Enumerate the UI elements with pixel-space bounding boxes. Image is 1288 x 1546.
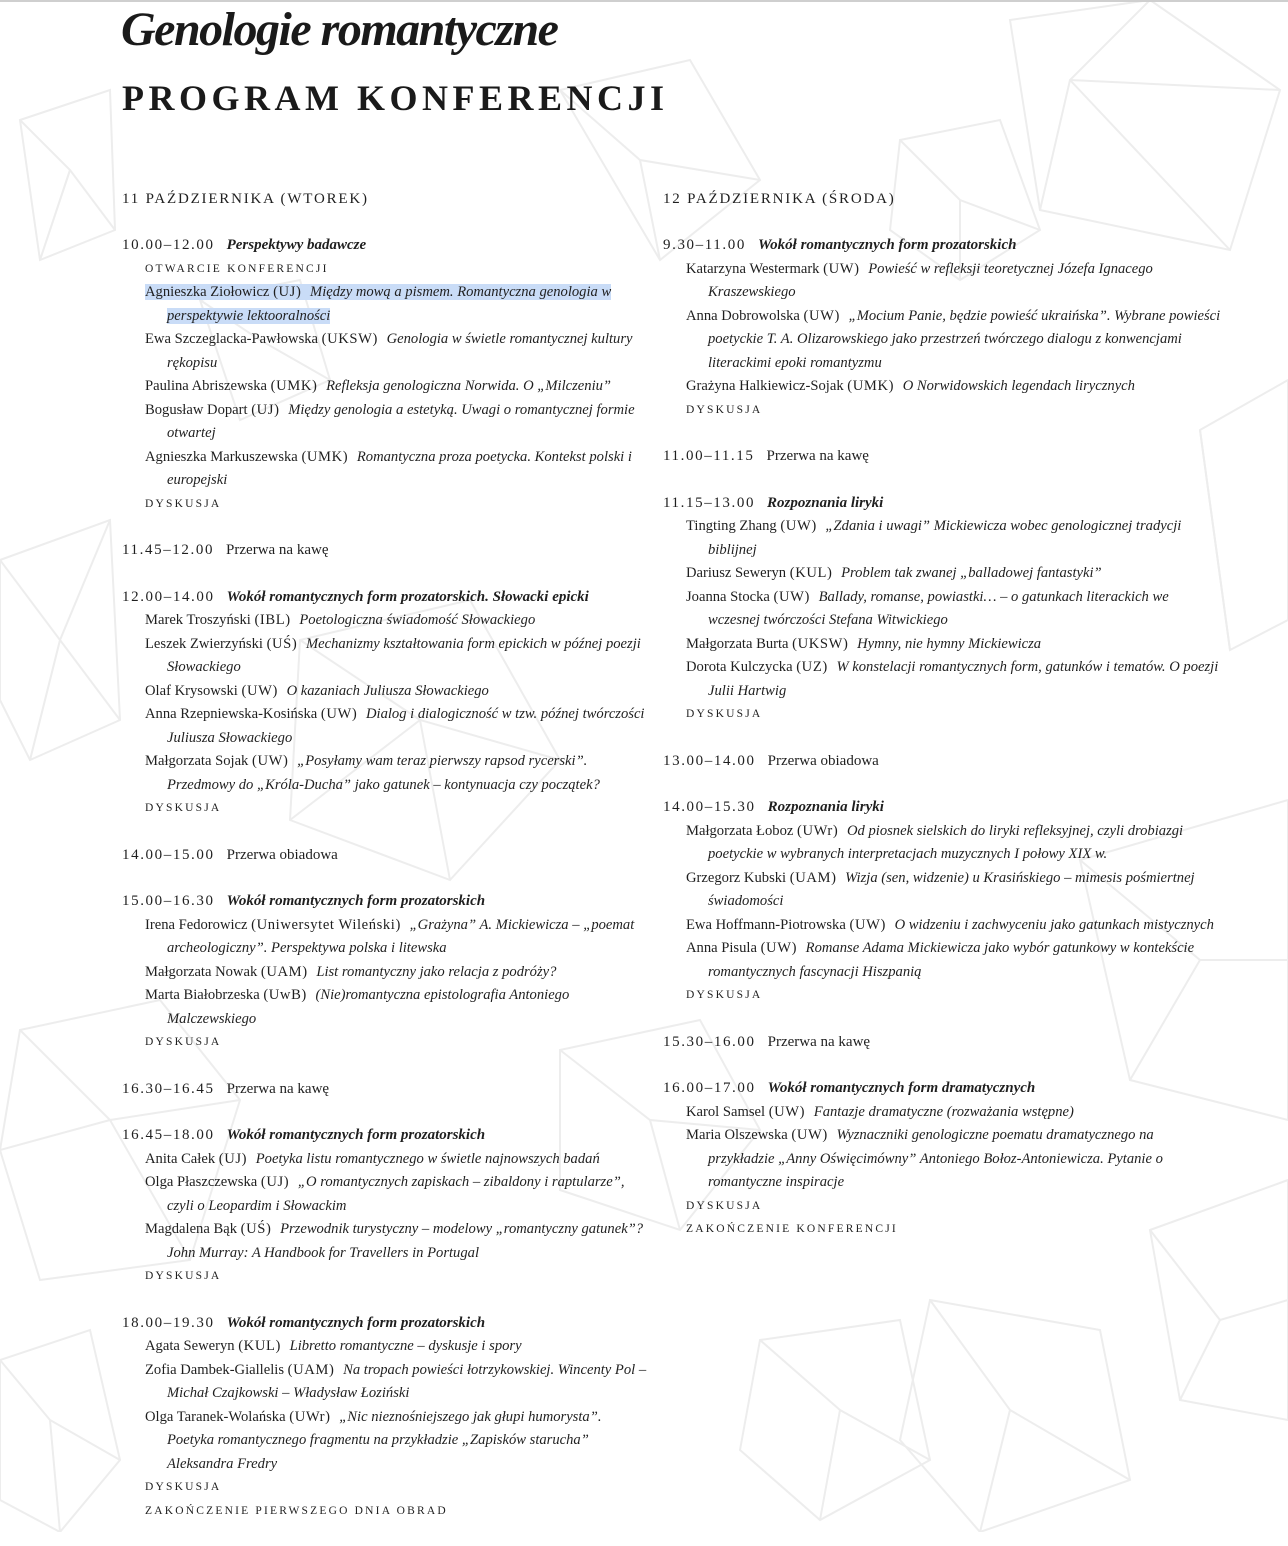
talk-line xyxy=(145,1174,624,1214)
talk-line xyxy=(145,636,641,676)
talk-line xyxy=(686,589,1169,629)
speaker-affiliation: (UW) xyxy=(773,588,810,605)
session-header xyxy=(663,1077,1223,1101)
talk-title: Dialog i dialogiczność w tzw. późnej twórczości Juliusza Słowackiego xyxy=(167,706,645,746)
talk-entry xyxy=(686,633,1223,657)
talk-title: „Mocium Panie, będzie powieść ukraińska”. Wybrane powieści poetyckie T. A. Olizarowskiego jako przestrzeń twórczego dialogu z konwencjami literackimi epoki romantyzmu xyxy=(708,307,1221,371)
speaker-name: Katarzyna Westermark xyxy=(686,260,824,277)
session-title: Wokół romantycznych form prozatorskich xyxy=(226,1314,486,1331)
talk-entry xyxy=(686,867,1223,914)
talk-title: Powieść w refleksji teoretycznej Józefa Ignacego Kraszewskiego xyxy=(708,260,1153,300)
page-subtitle: PROGRAM KONFERENCJI xyxy=(122,78,669,118)
talk-line xyxy=(145,917,634,957)
speaker-affiliation: (KUL) xyxy=(238,1338,281,1354)
speaker-affiliation: (UJ) xyxy=(273,284,302,300)
speaker-affiliation: (UW) xyxy=(803,307,840,324)
session-header xyxy=(663,796,1223,820)
talk-line xyxy=(686,261,1153,301)
speaker-name: Agata Seweryn xyxy=(145,1338,239,1354)
speaker-name: Dariusz Seweryn xyxy=(686,565,790,581)
speaker-affiliation: (UKSW) xyxy=(321,331,378,347)
talk-line xyxy=(686,823,1183,863)
break-label: Przerwa na kawę xyxy=(226,542,329,558)
session-title: Perspektywy badawcze xyxy=(226,237,367,253)
speaker-affiliation: (UAM) xyxy=(260,963,308,980)
speaker-name: Olaf Krysowski xyxy=(145,682,242,699)
session-time: 13.00–14.00 xyxy=(663,752,756,769)
talk-line xyxy=(145,378,611,394)
talk-title: Od piosnek sielskich do liryki refleksyjnej, czyli drobiazgi poetyckie w wybranych interpretacjach muzycznych I połowy XIX w. xyxy=(708,822,1184,862)
session-header xyxy=(122,1078,652,1102)
speaker-affiliation: (UW) xyxy=(252,753,289,769)
speaker-name: Małgorzata Sojak xyxy=(145,753,252,769)
speaker-name: Małgorzata Łoboz xyxy=(686,822,798,839)
program-session xyxy=(122,1078,652,1102)
talk-title: W konstelacji romantycznych form, gatunków i tematów. O poezji Julii Hartwig xyxy=(708,659,1219,699)
talk-entry xyxy=(145,328,652,375)
break-label: Przerwa obiadowa xyxy=(767,752,879,769)
talk-entry xyxy=(686,656,1223,703)
session-time: 16.30–16.45 xyxy=(122,1080,215,1097)
session-time: 15.30–16.00 xyxy=(663,1033,756,1050)
closing-label: DYSKUSJA xyxy=(686,1199,763,1212)
speaker-affiliation: (UJ) xyxy=(251,401,280,418)
talk-title: Przewodnik turystyczny – modelowy „romantyczny gatunek”? John Murray: A Handbook for Travellers in Portugal xyxy=(167,1221,644,1261)
closing-label: ZAKOŃCZENIE KONFERENCJI xyxy=(686,1223,898,1235)
talk-line xyxy=(145,1362,646,1402)
program-session xyxy=(122,234,652,516)
talk-line xyxy=(686,917,1214,933)
talk-entry xyxy=(686,820,1223,867)
speaker-affiliation: (KUL) xyxy=(789,565,833,581)
talk-line xyxy=(686,870,1195,910)
speaker-name: Anita Całek xyxy=(145,1150,219,1167)
talk-entry xyxy=(145,1406,652,1477)
speaker-affiliation: (UAM) xyxy=(287,1361,335,1378)
speaker-affiliation: (UAM) xyxy=(789,869,837,886)
day-heading: 11 PAŹDZIERNIKA (WTOREK) xyxy=(122,191,369,207)
session-header xyxy=(122,1124,652,1148)
talk-entry xyxy=(686,1101,1223,1125)
speaker-affiliation: (UWr) xyxy=(289,1408,331,1425)
speaker-name: Ewa Hoffmann-Piotrowska xyxy=(686,916,850,933)
speaker-affiliation: (UW) xyxy=(760,940,798,956)
talk-line xyxy=(686,308,1220,371)
speaker-name: Maria Olszewska xyxy=(686,1127,792,1143)
talk-title: „Zdania i uwagi” Mickiewicza wobec genologicznej tradycji biblijnej xyxy=(708,518,1182,558)
session-title: Wokół romantycznych form prozatorskich xyxy=(226,893,486,909)
talk-entry xyxy=(686,937,1223,984)
talk-entry xyxy=(145,633,652,680)
speaker-name: Grzegorz Kubski xyxy=(686,869,790,886)
session-header xyxy=(122,844,652,868)
talk-line xyxy=(145,402,635,442)
speaker-name: Agnieszka Ziołowicz xyxy=(145,284,274,300)
speaker-affiliation: (UW) xyxy=(241,682,278,699)
session-title: Rozpoznania liryki xyxy=(767,494,884,511)
break-label: Przerwa na kawę xyxy=(766,448,869,464)
speaker-name: Anna Dobrowolska xyxy=(686,307,804,324)
talk-title: „Nic nieznośniejszego jak głupi humorysta”. Poetyka romantycznego fragmentu na przykładzie „Zapisków starucha” Aleksandra Fredry xyxy=(167,1408,602,1472)
program-session xyxy=(122,844,652,868)
talk-line xyxy=(145,284,611,324)
session-header xyxy=(663,1031,1223,1055)
speaker-affiliation: (UW) xyxy=(791,1127,828,1143)
talk-entry xyxy=(145,1218,652,1265)
talk-line xyxy=(145,753,600,793)
talk-line xyxy=(686,940,1194,980)
talk-line xyxy=(145,1221,643,1261)
talk-title: Na tropach powieści łotrzykowskiej. Wincenty Pol – Michał Czajkowski – Władysław Łoziński xyxy=(167,1361,647,1401)
program-session xyxy=(663,492,1223,727)
speaker-affiliation: (UwB) xyxy=(263,987,307,1003)
speaker-name: Anna Rzepniewska-Kosińska xyxy=(145,706,321,722)
speaker-name: Małgorzata Burta xyxy=(686,635,793,652)
speaker-name: Ewa Szczeglacka-Pawłowska xyxy=(145,331,322,347)
talk-entry xyxy=(686,914,1223,938)
speaker-name: Anna Pisula xyxy=(686,940,761,956)
talk-line xyxy=(145,683,489,699)
speaker-affiliation: (UŚ) xyxy=(266,635,298,652)
session-header xyxy=(663,234,1223,258)
talk-title: Mechanizmy kształtowania form epickich w późnej poezji Słowackiego xyxy=(167,635,641,675)
day-column-2 xyxy=(663,187,1223,1265)
talk-line xyxy=(145,1409,601,1472)
speaker-affiliation: (UMK) xyxy=(847,378,895,394)
talk-title: Wizja (sen, widzenie) u Krasińskiego – mimesis pośmiertnej świadomości xyxy=(708,869,1195,909)
speaker-affiliation: (UW) xyxy=(780,518,817,534)
talk-title: List romantyczny jako relacja z podróży? xyxy=(312,963,557,980)
closing-label: DYSKUSJA xyxy=(686,708,763,720)
talk-entry xyxy=(145,1359,652,1406)
talk-entry xyxy=(686,1124,1223,1195)
speaker-name: Paulina Abriszewska xyxy=(145,378,271,394)
program-session xyxy=(663,445,1223,469)
speaker-affiliation: (UJ) xyxy=(260,1174,290,1190)
speaker-name: Irena Fedorowicz xyxy=(145,916,252,933)
talk-title: Libretto romantyczne – dyskusje i spory xyxy=(285,1338,522,1354)
talk-title: Genologia w świetle romantycznej kultury rękopisu xyxy=(167,331,633,371)
break-label: Przerwa na kawę xyxy=(767,1033,871,1050)
talk-line xyxy=(686,565,1102,581)
session-time: 10.00–12.00 xyxy=(122,237,215,253)
speaker-name: Marek Troszyński xyxy=(145,612,255,628)
speaker-affiliation: (UMK) xyxy=(270,378,318,394)
speaker-name: Bogusław Dopart xyxy=(145,401,252,418)
session-time: 16.45–18.00 xyxy=(122,1127,215,1143)
talk-title: Hymny, nie hymny Mickiewicza xyxy=(853,635,1042,652)
speaker-name: Karol Samsel xyxy=(686,1103,769,1120)
program-session xyxy=(122,1124,652,1289)
speaker-affiliation: (UMK) xyxy=(301,448,349,465)
talk-entry xyxy=(145,984,652,1031)
speaker-name: Olga Płaszczewska xyxy=(145,1174,261,1190)
session-header xyxy=(663,445,1223,469)
program-session xyxy=(663,796,1223,1008)
program-session xyxy=(122,586,652,821)
closing-label: ZAKOŃCZENIE PIERWSZEGO DNIA OBRAD xyxy=(145,1504,448,1517)
speaker-affiliation: (UW) xyxy=(849,916,886,933)
session-header xyxy=(122,234,652,258)
talk-entry xyxy=(686,586,1223,633)
talk-title: (Nie)romantyczna epistolografia Antoniego Malczewskiego xyxy=(167,987,570,1027)
closing-label: DYSKUSJA xyxy=(145,497,222,510)
speaker-name: Agnieszka Markuszewska xyxy=(145,448,302,465)
talk-title: Romanse Adama Mickiewicza jako wybór gatunkowy w kontekście romantycznych fascynacji Hiszpanią xyxy=(708,940,1195,980)
talk-entry xyxy=(145,281,652,328)
session-header xyxy=(122,1312,652,1336)
talk-line xyxy=(686,1104,1074,1120)
program-session xyxy=(663,1031,1223,1055)
speaker-name: Dorota Kulczycka xyxy=(686,659,797,675)
talk-entry xyxy=(145,750,652,797)
talk-line xyxy=(686,1127,1163,1190)
session-time: 11.45–12.00 xyxy=(122,542,215,558)
talk-line xyxy=(145,706,645,746)
talk-entry xyxy=(686,375,1223,399)
talk-title: Refleksja genologiczna Norwida. O „Milczeniu” xyxy=(322,378,612,394)
session-title: Wokół romantycznych form dramatycznych xyxy=(767,1080,1036,1096)
speaker-affiliation: (Uniwersytet Wileński) xyxy=(251,916,401,933)
talk-entry xyxy=(145,609,652,633)
speaker-name: Olga Taranek-Wolańska xyxy=(145,1408,290,1425)
talk-title: O widzeniu i zachwyceniu jako gatunkach mistycznych xyxy=(890,916,1214,933)
closing-label: DYSKUSJA xyxy=(145,802,222,814)
session-header xyxy=(122,586,652,610)
day-column-1 xyxy=(122,187,652,1546)
talk-title: Między genologia a estetyką. Uwagi o romantycznej formie otwartej xyxy=(167,401,635,441)
talk-line xyxy=(686,518,1181,558)
session-header xyxy=(663,492,1223,516)
program-session xyxy=(663,1077,1223,1242)
speaker-name: Małgorzata Nowak xyxy=(145,963,261,980)
talk-line xyxy=(686,636,1041,652)
speaker-affiliation: (UZ) xyxy=(796,659,828,675)
session-time: 9.30–11.00 xyxy=(663,237,746,253)
talk-title: Poetologiczna świadomość Słowackiego xyxy=(295,612,536,628)
speaker-name: Leszek Zwierzyński xyxy=(145,635,267,652)
talk-line xyxy=(145,449,632,489)
closing-label: DYSKUSJA xyxy=(686,989,763,1001)
break-label: Przerwa obiadowa xyxy=(226,846,338,863)
talk-entry xyxy=(145,1148,652,1172)
session-time: 11.00–11.15 xyxy=(663,448,755,464)
talk-entry xyxy=(145,446,652,493)
speaker-affiliation: (UKSW) xyxy=(792,635,849,652)
session-title: Wokół romantycznych form prozatorskich xyxy=(757,237,1017,253)
session-title: Wokół romantycznych form prozatorskich. Słowacki epicki xyxy=(226,588,589,605)
talk-title: O kazaniach Juliusza Słowackiego xyxy=(282,682,489,699)
talk-entry xyxy=(686,305,1223,376)
talk-title: „O romantycznych zapiskach – zibaldony i raptularze”, czyli o Leopardim i Słowackim xyxy=(167,1174,625,1214)
speaker-affiliation: (UW) xyxy=(768,1103,806,1120)
speaker-affiliation: (UWr) xyxy=(797,822,839,839)
session-title: Wokół romantycznych form prozatorskich xyxy=(226,1127,486,1143)
talk-title: O Norwidowskich legendach lirycznych xyxy=(899,378,1135,394)
talk-entry xyxy=(145,680,652,704)
talk-title: Fantazje dramatyczne (rozważania wstępne) xyxy=(810,1103,1074,1120)
session-header xyxy=(122,890,652,914)
session-header xyxy=(663,750,1223,774)
program-session xyxy=(663,750,1223,774)
session-time: 15.00–16.30 xyxy=(122,893,215,909)
talk-title: Wyznaczniki genologiczne poematu dramatycznego na przykładzie „Anny Oświęcimówny” Antoniego Bołoz-Antoniewicza. Pytanie o romantyczne inspiracje xyxy=(708,1127,1163,1190)
session-time: 14.00–15.30 xyxy=(663,799,756,815)
speaker-name: Grażyna Halkiewicz-Sojak xyxy=(686,378,848,394)
talk-line xyxy=(145,612,535,628)
speaker-affiliation: (UJ) xyxy=(218,1150,248,1167)
session-time: 14.00–15.00 xyxy=(122,846,215,863)
talk-entry xyxy=(145,375,652,399)
talk-title: Poetyka listu romantycznego w świetle najnowszych badań xyxy=(252,1150,600,1167)
session-time: 11.15–13.00 xyxy=(663,494,756,511)
talk-entry xyxy=(686,258,1223,305)
program-session xyxy=(122,890,652,1055)
talk-title: Między mową a pismem. Romantyczna genologia w perspektywie lektooralności xyxy=(167,284,612,324)
talk-entry xyxy=(686,515,1223,562)
speaker-name: Tingting Zhang xyxy=(686,518,781,534)
talk-entry xyxy=(145,399,652,446)
talk-line xyxy=(145,331,633,371)
talk-line xyxy=(686,378,1135,394)
session-time: 18.00–19.30 xyxy=(122,1314,215,1331)
session-header xyxy=(122,539,652,563)
talk-title: Romantyczna proza poetycka. Kontekst polski i europejski xyxy=(167,448,632,488)
talk-entry xyxy=(145,1171,652,1218)
closing-label: DYSKUSJA xyxy=(145,1270,222,1282)
talk-entry xyxy=(145,703,652,750)
closing-label: DYSKUSJA xyxy=(686,403,763,416)
talk-line xyxy=(145,964,556,980)
talk-title: Ballady, romanse, powiastki… – o gatunkach literackich we wczesnej twórczości Stefana Witwickiego xyxy=(708,588,1169,628)
talk-entry xyxy=(145,961,652,985)
speaker-name: Marta Białobrzeska xyxy=(145,987,264,1003)
session-time: 16.00–17.00 xyxy=(663,1080,756,1096)
talk-title: Problem tak zwanej „balladowej fantastyki” xyxy=(837,565,1102,581)
talk-line xyxy=(686,659,1218,699)
speaker-name: Magdalena Bąk xyxy=(145,1221,241,1237)
opening-label: OTWARCIE KONFERENCJI xyxy=(145,262,329,275)
talk-line xyxy=(145,987,569,1027)
speaker-affiliation: (UŚ) xyxy=(240,1221,272,1237)
talk-entry xyxy=(686,562,1223,586)
program-session xyxy=(122,539,652,563)
session-title: Rozpoznania liryki xyxy=(767,799,884,815)
page-title: Genologie romantyczne xyxy=(121,3,558,56)
talk-line xyxy=(145,1151,600,1167)
speaker-name: Joanna Stocka xyxy=(686,588,774,605)
talk-line xyxy=(145,1338,522,1354)
speaker-name: Zofia Dambek-Giallelis xyxy=(145,1361,288,1378)
talk-title: „Posyłamy wam teraz pierwszy rapsod rycerski”. Przedmowy do „Króla-Ducha” jako gatunek – kontynuacja czy początek? xyxy=(167,753,600,793)
speaker-affiliation: (IBL) xyxy=(254,612,291,628)
talk-title: „Grażyna” A. Mickiewicza – „poemat archeologiczny”. Perspektywa polska i litewska xyxy=(167,916,635,956)
closing-label: DYSKUSJA xyxy=(145,1481,222,1493)
speaker-affiliation: (UW) xyxy=(823,260,860,277)
day-heading: 12 PAŹDZIERNIKA (ŚRODA) xyxy=(663,191,896,207)
break-label: Przerwa na kawę xyxy=(226,1080,330,1097)
program-session xyxy=(663,234,1223,422)
talk-entry xyxy=(145,914,652,961)
talk-entry xyxy=(145,1335,652,1359)
program-session xyxy=(122,1312,652,1524)
closing-label: DYSKUSJA xyxy=(145,1036,222,1048)
speaker-affiliation: (UW) xyxy=(320,706,358,722)
session-time: 12.00–14.00 xyxy=(122,588,215,605)
